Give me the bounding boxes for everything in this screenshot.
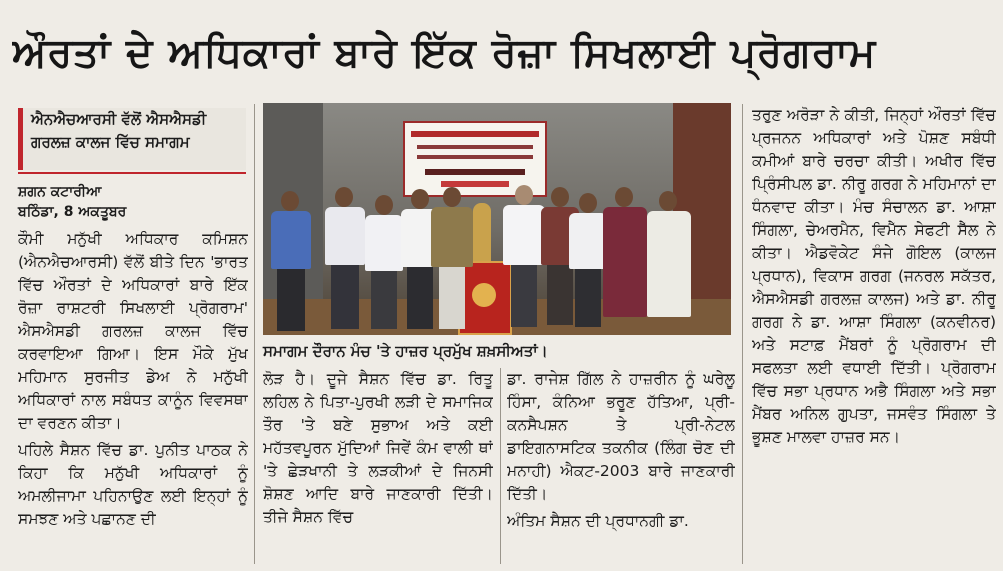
dateline: ਬਠਿੰਡਾ, 8 ਅਕਤੂਬਰ — [18, 204, 127, 220]
headline: ਔਰਤਾਂ ਦੇ ਅਧਿਕਾਰਾਂ ਬਾਰੇ ਇੱਕ ਰੋਜ਼ਾ ਸਿਖਲਾਈ ਪ੍ਰੋਗਰਾਮ — [12, 30, 877, 76]
kicker-box — [18, 108, 246, 170]
column-1-paragraph-2: ਪਹਿਲੇ ਸੈਸ਼ਨ ਵਿੱਚ ਡਾ. ਪੁਨੀਤ ਪਾਠਕ ਨੇ ਕਿਹਾ ਕਿ ਮਨੁੱਖੀ ਅਧਿਕਾਰਾਂ ਨੂੰ ਅਮਲੀਜਾਮਾ ਪਹਿਨਾਉਣ ਲਈ ਇਨ੍ਹਾਂ ਨੂੰ ਸਮਝਣ ਅਤੇ ਪਛਾਨਣ ਦੀ — [18, 441, 248, 528]
column-3-paragraph-1: ਡਾ. ਰਾਜੇਸ਼ ਗਿੱਲ ਨੇ ਹਾਜ਼ਰੀਨ ਨੂੰ ਘਰੇਲੂ ਹਿੰਸਾ, ਕੰਨਿਆ ਭਰੂਣ ਹੱਤਿਆ, ਪ੍ਰੀ-ਕਨਸੈਪਸ਼ਨ ਤੇ ਪ੍ਰੀ-ਨੇਟਲ ਡਾਇਗਨਾਸਟਿਕ ਤਕਨੀਕ (ਲਿੰਗ ਚੋਣ ਦੀ ਮਨਾਹੀ) ਐਕਟ-2003 ਬਾਰੇ ਜਾਣਕਾਰੀ ਦਿੱਤੀ। — [507, 370, 735, 503]
column-3-paragraph-2: ਅੰਤਿਮ ਸੈਸ਼ਨ ਦੀ ਪ੍ਰਧਾਨਗੀ ਡਾ. — [507, 512, 689, 530]
photo-caption: ਸਮਾਗਮ ਦੌਰਾਨ ਮੰਚ 'ਤੇ ਹਾਜ਼ਰ ਪ੍ਰਮੁੱਖ ਸ਼ਖ਼ਸੀਅਤਾਂ। — [263, 342, 548, 360]
kicker-line-1: ਐਨਐਚਆਰਸੀ ਵੱਲੋਂ ਐਸਐਸਡੀ — [31, 110, 207, 128]
column-divider — [254, 104, 255, 564]
reporter-name: ਸ਼ਗਨ ਕਟਾਰੀਆ — [18, 184, 102, 200]
ceremonial-lamp — [473, 203, 491, 263]
column-4 — [752, 104, 996, 564]
column-3 — [507, 368, 735, 564]
byline — [18, 182, 246, 222]
column-1 — [18, 228, 248, 564]
column-divider — [742, 104, 743, 564]
event-photo — [263, 103, 731, 335]
column-1-paragraph-1: ਕੌਮੀ ਮਨੁੱਖੀ ਅਧਿਕਾਰ ਕਮਿਸ਼ਨ (ਐਨਐਚਆਰਸੀ) ਵੱਲੋਂ ਬੀਤੇ ਦਿਨ 'ਭਾਰਤ ਵਿੱਚ ਔਰਤਾਂ ਦੇ ਅਧਿਕਾਰਾਂ ਬਾਰੇ ਇੱਕ ਰੋਜ਼ਾ ਰਾਸ਼ਟਰੀ ਸਿਖਲਾਈ ਪ੍ਰੋਗਰਾਮ' ਐਸਐਸਡੀ ਗਰਲਜ਼ ਕਾਲਜ ਵਿੱਚ ਕਰਵਾਇਆ ਗਿਆ। ਇਸ ਮੌਕੇ ਮੁੱਖ ਮਹਿਮਾਨ ਸੁਰਜੀਤ ਡੇਅ ਨੇ ਮਨੁੱਖੀ ਅਧਿਕਾਰਾਂ ਨਾਲ ਸਬੰਧਤ ਕਾਨੂੰਨ ਵਿਵਸਥਾ ਦਾ ਵਰਣਨ ਕੀਤਾ। — [18, 230, 248, 432]
column-2 — [263, 368, 493, 564]
kicker-line-2: ਗਰਲਜ਼ ਕਾਲਜ ਵਿੱਚ ਸਮਾਗਮ — [31, 133, 190, 151]
column-2-paragraph-1: ਲੋੜ ਹੈ। ਦੂਜੇ ਸੈਸ਼ਨ ਵਿੱਚ ਡਾ. ਰਿਤੂ ਲਹਿਲ ਨੇ ਪਿਤਾ-ਪੁਰਖੀ ਲੜੀ ਦੇ ਸਮਾਜਿਕ ਤੌਰ 'ਤੇ ਬਣੇ ਸੁਭਾਅ ਅਤੇ ਕਈ ਮਹੱਤਵਪੂਰਨ ਮੁੱਦਿਆਂ ਜਿਵੇਂ ਕੰਮ ਵਾਲੀ ਥਾਂ 'ਤੇ ਛੇੜਖਾਨੀ ਤੇ ਲੜਕੀਆਂ ਦੇ ਜਿਨਸੀ ਸ਼ੋਸ਼ਣ ਆਦਿ ਬਾਰੇ ਜਾਣਕਾਰੀ ਦਿੱਤੀ। ਤੀਜੇ ਸੈਸ਼ਨ ਵਿੱਚ — [263, 370, 493, 526]
column-divider — [500, 368, 501, 564]
kicker-rule — [18, 172, 246, 174]
column-4-paragraph-1: ਤਰੁਣ ਅਰੋੜਾ ਨੇ ਕੀਤੀ, ਜਿਨ੍ਹਾਂ ਔਰਤਾਂ ਵਿੱਚ ਪ੍ਰਜਨਨ ਅਧਿਕਾਰਾਂ ਅਤੇ ਪੋਸ਼ਣ ਸਬੰਧੀ ਕਮੀਆਂ ਬਾਰੇ ਚਰਚਾ ਕੀਤੀ। ਅਖੀਰ ਵਿੱਚ ਪ੍ਰਿੰਸੀਪਲ ਡਾ. ਨੀਰੂ ਗਰਗ ਨੇ ਮਹਿਮਾਨਾਂ ਦਾ ਧੰਨਵਾਦ ਕੀਤਾ। ਮੰਚ ਸੰਚਾਲਨ ਡਾ. ਆਸ਼ਾ ਸਿੰਗਲਾ, ਚੇਅਰਮੈਨ, ਵਿਮੈੱਨ ਸੇਫਟੀ ਸੈੱਲ ਨੇ ਕੀਤਾ। ਐਡਵੋਕੇਟ ਸੰਜੇ ਗੋਇਲ (ਕਾਲਜ ਪ੍ਰਧਾਨ), ਵਿਕਾਸ ਗਰਗ (ਜਨਰਲ ਸਕੱਤਰ, ਐਸਐਸਡੀ ਗਰਲਜ਼ ਕਾਲਜ) ਅਤੇ ਡਾ. ਨੀਰੂ ਗਰਗ ਨੇ ਡਾ. ਆਸ਼ਾ ਸਿੰਗਲਾ (ਕਨਵੀਨਰ) ਅਤੇ ਸਟਾਫ਼ ਮੈਂਬਰਾਂ ਨੂੰ ਪ੍ਰੋਗਰਾਮ ਦੀ ਸਫਲਤਾ ਲਈ ਵਧਾਈ ਦਿੱਤੀ। ਪ੍ਰੋਗਰਾਮ ਵਿੱਚ ਸਭਾ ਪ੍ਰਧਾਨ ਅਭੈ ਸਿੰਗਲਾ ਅਤੇ ਸਭਾ ਮੈਂਬਰ ਅਨਿਲ ਗੁਪਤਾ, ਜਸਵੰਤ ਸਿੰਗਲਾ ਤੇ ਭੂਸ਼ਣ ਮਾਲਵਾ ਹਾਜ਼ਰ ਸਨ। — [752, 106, 996, 446]
podium-stand — [458, 261, 512, 335]
